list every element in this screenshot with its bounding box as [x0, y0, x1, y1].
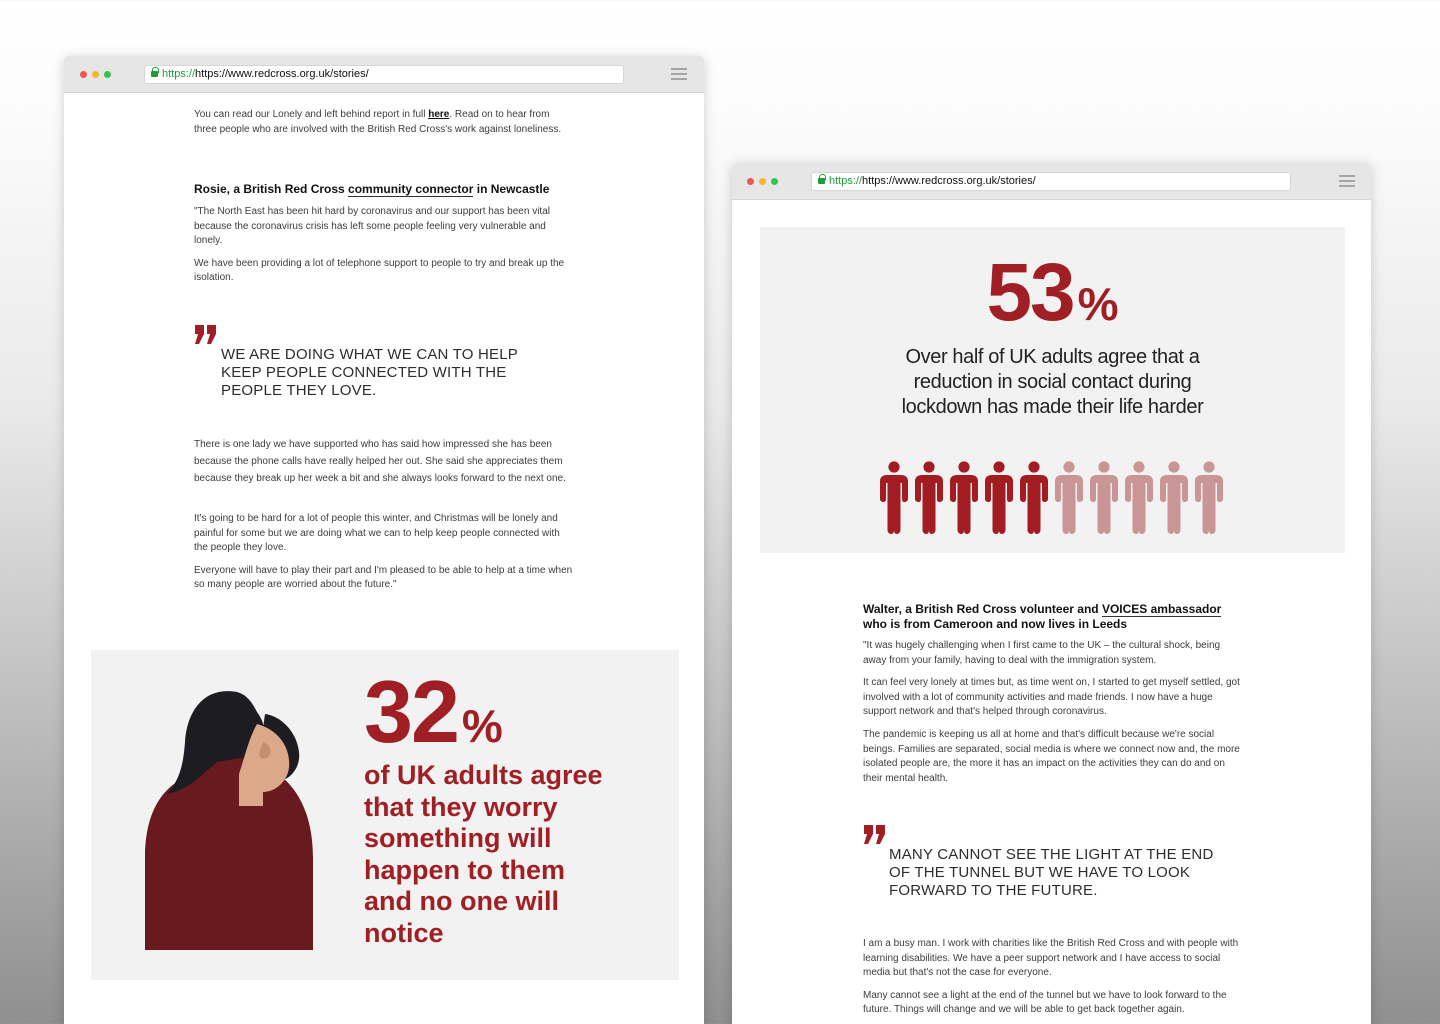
heading-text-end: who is from Cameroon and now lives in Leeds: [863, 616, 1128, 631]
walter-body-text: [863, 639, 1243, 794]
heading-text: Walter, a British Red Cross volunteer and: [863, 602, 1102, 616]
worried-woman-illustration: [145, 688, 315, 950]
stat-panel-32: [91, 650, 679, 980]
person-icon: [1053, 461, 1085, 535]
pull-quote: WE ARE DOING WHAT WE CAN TO HELP KEEP PEOPLE CONNECTED WITH THE PEOPLE THEY LOVE.: [221, 346, 518, 399]
report-link[interactable]: here: [428, 109, 450, 120]
paragraph: There is one lady we have supported who has said how impressed she has been because the phone calls have really helped her out. She said she appreciates them because they break up her week a bit and she always looks forward to the next one.: [194, 439, 566, 485]
stat-32-text: of UK adults agree that they worry something will happen to them and no one will notice: [364, 760, 603, 948]
close-window-button[interactable]: [80, 71, 87, 78]
intro-text-end: . Read on to hear from three people who are involved with the British Red Cross's work against loneliness.: [194, 109, 562, 135]
voices-ambassador-link[interactable]: VOICES ambassador: [1101, 602, 1222, 616]
minimize-window-button[interactable]: [759, 178, 766, 185]
address-bar[interactable]: [811, 172, 1291, 191]
stat-number: 32: [364, 662, 458, 761]
stat-53-text: Over half of UK adults agree that a reduction in social contact during lockdown has made their life harder: [901, 346, 1204, 418]
paragraph: It can feel very lonely at times but, as time went on, I started to get myself settled, got involved with a lot of community activities and made friends. I now have a huge support network and that's helped through coronavirus.: [863, 677, 1240, 718]
paragraph: I am a busy man. I work with charities like the British Red Cross and with people with learning disabilities. We have a peer support network and I have access to social media but that's not the case for everyone.: [863, 938, 1239, 979]
people-icon-row: [878, 461, 1228, 535]
maximize-window-button[interactable]: [771, 178, 778, 185]
community-connector-link[interactable]: community connector: [348, 182, 474, 196]
person-icon: [913, 461, 945, 535]
menu-icon[interactable]: [1339, 175, 1355, 187]
quote-mark-icon: [194, 325, 218, 345]
stat-32-percent: [364, 664, 503, 760]
stat-number: 53: [986, 247, 1074, 338]
paragraph: Many cannot see a light at the end of the tunnel but we have to look forward to the future. Things will change and we will be able to get back together again.: [863, 989, 1227, 1016]
stat-percent-sign: %: [1077, 278, 1119, 330]
stat-percent-sign: %: [461, 700, 503, 752]
person-icon: [1123, 461, 1155, 535]
quote-mark-icon: [863, 825, 887, 845]
url-text: https://www.redcross.org.uk/stories/: [195, 68, 369, 80]
person-icon: [1018, 461, 1050, 535]
maximize-window-button[interactable]: [104, 71, 111, 78]
person-icon: [1193, 461, 1225, 535]
intro-paragraph: [194, 108, 574, 137]
rosie-heading: [194, 182, 594, 197]
browser-titlebar: [732, 163, 1371, 200]
heading-text: Rosie, a British Red Cross: [194, 182, 349, 196]
person-icon: [1088, 461, 1120, 535]
lock-icon: [151, 71, 158, 77]
browser-window-left: [64, 56, 704, 1024]
paragraph: Everyone will have to play their part and I'm pleased to be able to help at a time when so many people are worried about the future.": [194, 564, 573, 591]
paragraph: The pandemic is keeping us all at home and that's difficult because we're social beings. Families are separated, social media is where we connect now and, the more isolated people are, the more it has an impact on the activities they can do and on their mental health.: [863, 728, 1240, 784]
url-protocol: https://: [829, 175, 863, 187]
person-icon: [948, 461, 980, 535]
person-icon: [878, 461, 910, 535]
browser-window-right: [732, 163, 1371, 1024]
minimize-window-button[interactable]: [92, 71, 99, 78]
person-icon: [983, 461, 1015, 535]
person-icon: [1158, 461, 1190, 535]
paragraph: "It was hugely challenging when I first came to the UK – the cultural shock, being away from your family, having to deal with the immigration system.: [863, 640, 1221, 666]
rosie-intro-text: [194, 205, 574, 294]
url-text: https://www.redcross.org.uk/stories/: [862, 175, 1036, 187]
url-protocol: https://: [162, 68, 196, 80]
close-window-button[interactable]: [747, 178, 754, 185]
paragraph: It's going to be hard for a lot of people this winter, and Christmas will be lonely and painful for some but we are doing what we can to help keep people connected with the people they love.: [194, 513, 560, 554]
browser-titlebar: [64, 56, 704, 93]
menu-icon[interactable]: [671, 68, 687, 80]
lock-icon: [818, 178, 825, 184]
paragraph: We have been providing a lot of telephone support to people to try and break up the isolation.: [194, 257, 565, 284]
stat-53-percent: [760, 247, 1345, 339]
pull-quote: MANY CANNOT SEE THE LIGHT AT THE END OF THE TUNNEL BUT WE HAVE TO LOOK FORWARD TO THE FUTURE.: [889, 846, 1214, 899]
intro-text: You can read our Lonely and left behind report in full: [194, 109, 429, 120]
paragraph: "The North East has been hit hard by coronavirus and our support has been vital because the coronavirus crisis has left some people feeling very vulnerable and lonely.: [194, 206, 550, 247]
address-bar[interactable]: [144, 65, 624, 84]
walter-heading: [863, 602, 1243, 631]
heading-text-end: in Newcastle: [473, 182, 550, 196]
rosie-closing-text: [194, 512, 574, 601]
rosie-body-text: [194, 436, 574, 496]
walter-closing-text: [863, 937, 1243, 1024]
stat-panel-53: [760, 227, 1345, 553]
